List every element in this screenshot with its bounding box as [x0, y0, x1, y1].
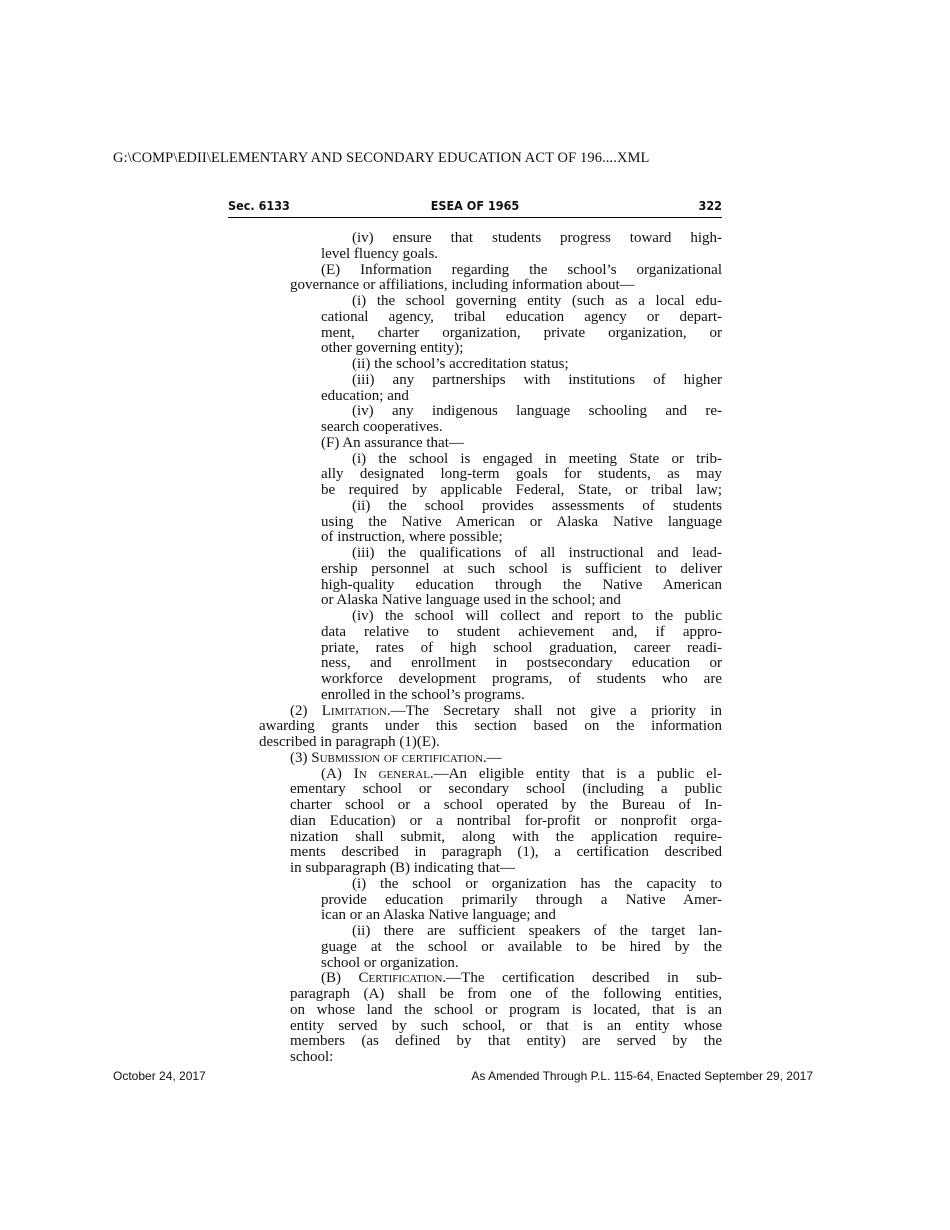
text-line: [259, 452, 722, 468]
line-text: be required by applicable Federal, State, or tribal law;: [321, 482, 722, 498]
line-text: ementary school or secondary school (including a public: [290, 781, 722, 798]
line-text: ment, charter organization, private organization, or: [321, 324, 722, 341]
line-text: school or organization.: [321, 954, 459, 971]
text-line: [259, 641, 722, 657]
line-text: education; and: [321, 387, 409, 404]
text-line: [259, 845, 722, 861]
line-text: described in paragraph (1)(E).: [259, 734, 440, 750]
line-text: guage at the school or available to be hired by the: [321, 938, 722, 955]
line-text: .—The certification described in sub-: [442, 970, 722, 987]
line-text: (iv) the school will collect and report to the public: [352, 608, 722, 624]
text-line: [259, 515, 722, 531]
line-text: (ii) there are sufficient speakers of the target lan-: [352, 923, 722, 939]
line-text: entity served by such school, or that is an entity whose: [290, 1017, 722, 1034]
line-text: school:: [290, 1049, 334, 1065]
line-text: .—The Secretary shall not give a priority in: [386, 702, 722, 719]
text-line: [259, 467, 722, 483]
section-number: Sec. 6133: [228, 198, 290, 213]
line-text: paragraph (A) shall be from one of the following entities,: [290, 986, 722, 1002]
text-line: [259, 294, 722, 310]
line-text: .—: [482, 749, 502, 766]
text-line: [259, 908, 722, 924]
text-line: [259, 814, 722, 830]
text-line: [259, 562, 722, 578]
text-line: [259, 609, 722, 625]
text-line: [259, 310, 722, 326]
line-text: in subparagraph (B) indicating that—: [290, 860, 515, 876]
text-line: [259, 341, 722, 357]
text-line: [259, 877, 722, 893]
paragraph-heading: Limitation: [321, 702, 387, 719]
text-line: [259, 278, 722, 294]
text-line: [259, 1003, 722, 1019]
text-line: [259, 499, 722, 515]
footer-date: October 24, 2017: [113, 1069, 206, 1083]
text-line: [259, 751, 722, 767]
text-line: [259, 263, 722, 279]
text-line: [259, 767, 722, 783]
text-line: [259, 530, 722, 546]
line-text: ership personnel at such school is sufficient to deliver: [321, 560, 722, 577]
paragraph-designator: (B): [321, 970, 359, 987]
paragraph-heading: Submission of certification: [311, 749, 483, 766]
text-line: [259, 830, 722, 846]
text-line: [259, 546, 722, 562]
line-text: ally designated long-term goals for students, as may: [321, 466, 722, 483]
line-text: on whose land the school or program is located, that is an: [290, 1001, 722, 1018]
line-text: cational agency, tribal education agency or depart-: [321, 308, 722, 325]
text-line: [259, 893, 722, 909]
text-line: [259, 672, 722, 688]
text-line: [259, 656, 722, 672]
line-text: (E) Information regarding the school’s organizational: [321, 261, 722, 278]
file-path-header: G:\COMP\EDII\ELEMENTARY AND SECONDARY EDUCATION ACT OF 196....XML: [113, 150, 650, 166]
text-line: [259, 1019, 722, 1035]
text-line: [259, 247, 722, 263]
text-line: [259, 593, 722, 609]
line-text: (i) the school or organization has the capacity to: [352, 875, 722, 892]
text-line: [259, 704, 722, 720]
text-line: [259, 940, 722, 956]
text-line: [259, 420, 722, 436]
line-text: priate, rates of high school graduation, career readi-: [321, 639, 722, 656]
line-text: search cooperatives.: [321, 419, 443, 435]
text-line: [259, 404, 722, 420]
paragraph-heading: Certification: [358, 970, 443, 987]
line-text: (i) the school is engaged in meeting State or trib-: [352, 450, 722, 467]
line-text: awarding grants under this section based on the information: [259, 718, 722, 735]
line-text: (F) An assurance that—: [321, 434, 464, 451]
text-line: [259, 956, 722, 972]
line-text: or Alaska Native language used in the school; and: [321, 592, 621, 609]
line-text: (ii) the school provides assessments of students: [352, 497, 722, 514]
line-text: of instruction, where possible;: [321, 529, 503, 546]
text-line: [259, 436, 722, 452]
text-line: [259, 719, 722, 735]
text-line: [259, 578, 722, 594]
line-text: (iii) any partnerships with institutions of higher: [352, 371, 722, 388]
text-line: [259, 924, 722, 940]
paragraph-designator: (3): [290, 749, 312, 766]
text-line: [259, 483, 722, 499]
text-line: [259, 735, 722, 751]
line-text: members (as defined by that entity) are served by the: [290, 1033, 722, 1050]
text-line: [259, 688, 722, 704]
text-line: [259, 625, 722, 641]
line-text: using the Native American or Alaska Native language: [321, 513, 722, 530]
text-line: [259, 987, 722, 1003]
line-text: (ii) the school’s accreditation status;: [352, 356, 569, 372]
paragraph-designator: (2): [290, 702, 322, 719]
running-head: [228, 198, 722, 218]
text-line: [259, 389, 722, 405]
text-line: [259, 1050, 722, 1066]
text-line: [259, 326, 722, 342]
line-text: ican or an Alaska Native language; and: [321, 907, 556, 924]
line-text: workforce development programs, of students who are: [321, 671, 722, 687]
line-text: other governing entity);: [321, 340, 464, 357]
text-line: [259, 357, 722, 373]
line-text: (iv) ensure that students progress toward high-: [352, 230, 722, 246]
line-text: dian Education) or a nontribal for-profit or nonprofit orga-: [290, 812, 722, 829]
line-text: high-quality education through the Native American: [321, 576, 722, 593]
statute-body: [259, 231, 722, 1066]
line-text: ments described in paragraph (1), a certification described: [290, 844, 722, 861]
running-title: ESEA OF 1965: [430, 198, 520, 213]
line-text: provide education primarily through a Native Amer-: [321, 891, 722, 908]
line-text: .—An eligible entity that is a public el-: [429, 765, 722, 782]
text-line: [259, 782, 722, 798]
paragraph-heading: In general: [353, 765, 430, 782]
text-line: [259, 798, 722, 814]
line-text: (iii) the qualifications of all instructional and lead-: [352, 545, 722, 561]
footer-amended-note: As Amended Through P.L. 115-64, Enacted September 29, 2017: [471, 1069, 813, 1083]
text-line: [259, 231, 722, 247]
page-number: 322: [698, 198, 722, 213]
text-line: [259, 1034, 722, 1050]
line-text: governance or affiliations, including information about—: [290, 277, 635, 294]
text-line: [259, 861, 722, 877]
line-text: (iv) any indigenous language schooling and re-: [352, 403, 722, 420]
line-text: charter school or a school operated by the Bureau of In-: [290, 797, 722, 813]
line-text: data relative to student achievement and, if appro-: [321, 623, 722, 640]
line-text: enrolled in the school’s programs.: [321, 686, 525, 703]
line-text: (i) the school governing entity (such as a local edu-: [352, 293, 722, 309]
text-line: [259, 373, 722, 389]
line-text: ness, and enrollment in postsecondary education or: [321, 655, 722, 672]
line-text: nization shall submit, along with the application require-: [290, 828, 722, 845]
paragraph-designator: (A): [321, 765, 354, 782]
line-text: level fluency goals.: [321, 245, 439, 262]
text-line: [259, 971, 722, 987]
